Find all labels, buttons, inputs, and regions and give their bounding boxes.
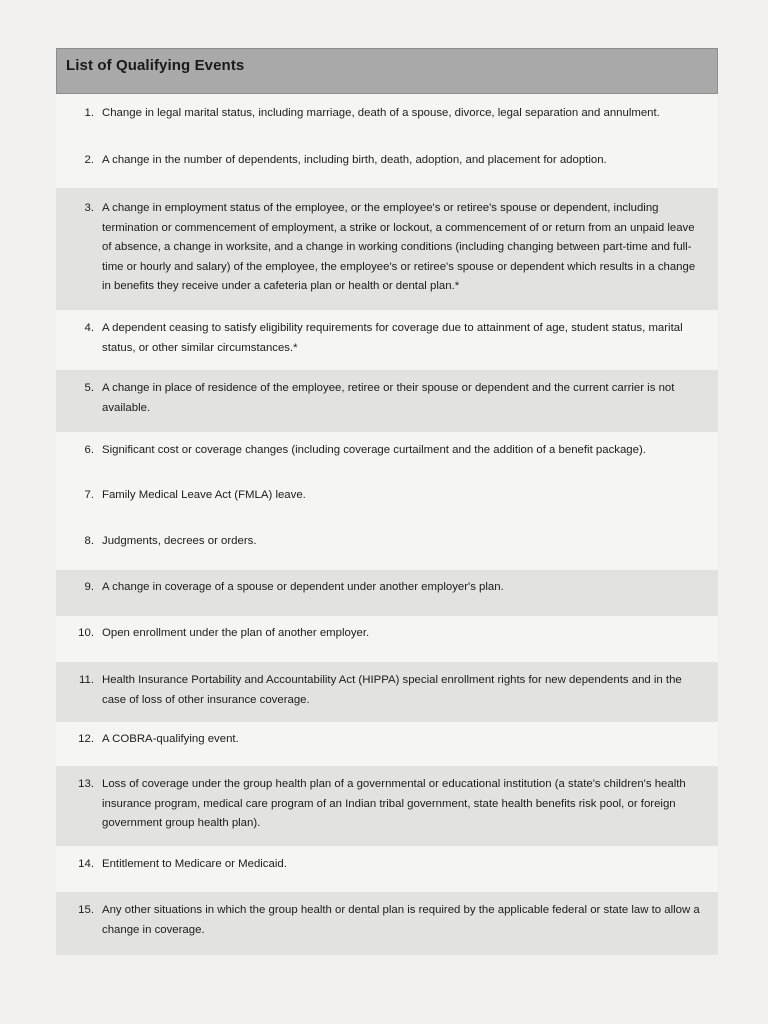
section-title: List of Qualifying Events: [66, 56, 245, 74]
item-number: 9.: [84, 581, 94, 593]
item-text: Health Insurance Portability and Accountability Act (HIPPA) special enrollment rights for new dependents and in the case of loss of other insurance coverage.: [102, 674, 682, 706]
list-item: [56, 370, 718, 432]
item-text: Open enrollment under the plan of another employer.: [102, 627, 370, 639]
item-text: A change in place of residence of the employee, retiree or their spouse or dependent and the current carrier is not available.: [102, 382, 675, 414]
qualifying-events-list: [56, 94, 718, 955]
list-item: [56, 310, 718, 370]
item-number: 2.: [84, 154, 94, 166]
list-item: [56, 524, 718, 570]
item-number: 5.: [84, 382, 94, 394]
list-item: [56, 616, 718, 662]
item-text: Change in legal marital status, including marriage, death of a spouse, divorce, legal separation and annulment.: [102, 107, 660, 119]
item-text: Entitlement to Medicare or Medicaid.: [102, 858, 287, 870]
list-item: [56, 722, 718, 766]
item-number: 12.: [78, 733, 94, 745]
item-number: 1.: [84, 107, 94, 119]
item-number: 4.: [84, 322, 94, 334]
item-text: Loss of coverage under the group health plan of a governmental or educational institution (a state's children's health insurance program, medical care program of an Indian tribal government, state health benefits risk pool, or foreign government group health plan).: [102, 778, 686, 829]
item-number: 11.: [79, 674, 94, 686]
document-page: [56, 48, 718, 968]
list-item: [56, 142, 718, 188]
list-item: [56, 478, 718, 524]
item-number: 3.: [84, 202, 94, 214]
list-item: [56, 570, 718, 616]
item-text: Significant cost or coverage changes (including coverage curtailment and the addition of a benefit package).: [102, 444, 646, 456]
section-header: [56, 48, 718, 94]
item-number: 6.: [84, 444, 94, 456]
item-text: Family Medical Leave Act (FMLA) leave.: [102, 489, 306, 501]
item-text: A dependent ceasing to satisfy eligibility requirements for coverage due to attainment of age, student status, marital status, or other similar circumstances.*: [102, 322, 683, 354]
item-number: 7.: [84, 489, 94, 501]
item-number: 10.: [78, 627, 94, 639]
list-item: [56, 188, 718, 310]
item-text: Judgments, decrees or orders.: [102, 535, 257, 547]
item-text: A change in the number of dependents, including birth, death, adoption, and placement for adoption.: [102, 154, 607, 166]
item-text: A change in employment status of the employee, or the employee's or retiree's spouse or dependent, including termination or commencement of employment, a strike or lockout, a commencement of or return from an unpaid leave of absence, a change in worksite, and a change in working conditions (including changing between part-time and full-time or hourly and salary) of the employee, the employee's or retiree's spouse or dependent which results in a change in benefits they receive under a cafeteria plan or health or dental plan.*: [102, 202, 696, 292]
item-number: 15.: [78, 904, 94, 916]
item-text: A change in coverage of a spouse or dependent under another employer's plan.: [102, 581, 504, 593]
list-item: [56, 846, 718, 892]
list-item: [56, 892, 718, 955]
list-item: [56, 432, 718, 478]
list-item: [56, 662, 718, 722]
item-text: Any other situations in which the group health or dental plan is required by the applicable federal or state law to allow a change in coverage.: [102, 904, 700, 936]
list-item: [56, 94, 718, 142]
item-text: A COBRA-qualifying event.: [102, 733, 239, 745]
item-number: 14.: [78, 858, 94, 870]
list-item: [56, 766, 718, 846]
item-number: 13.: [78, 778, 94, 790]
item-number: 8.: [84, 535, 94, 547]
